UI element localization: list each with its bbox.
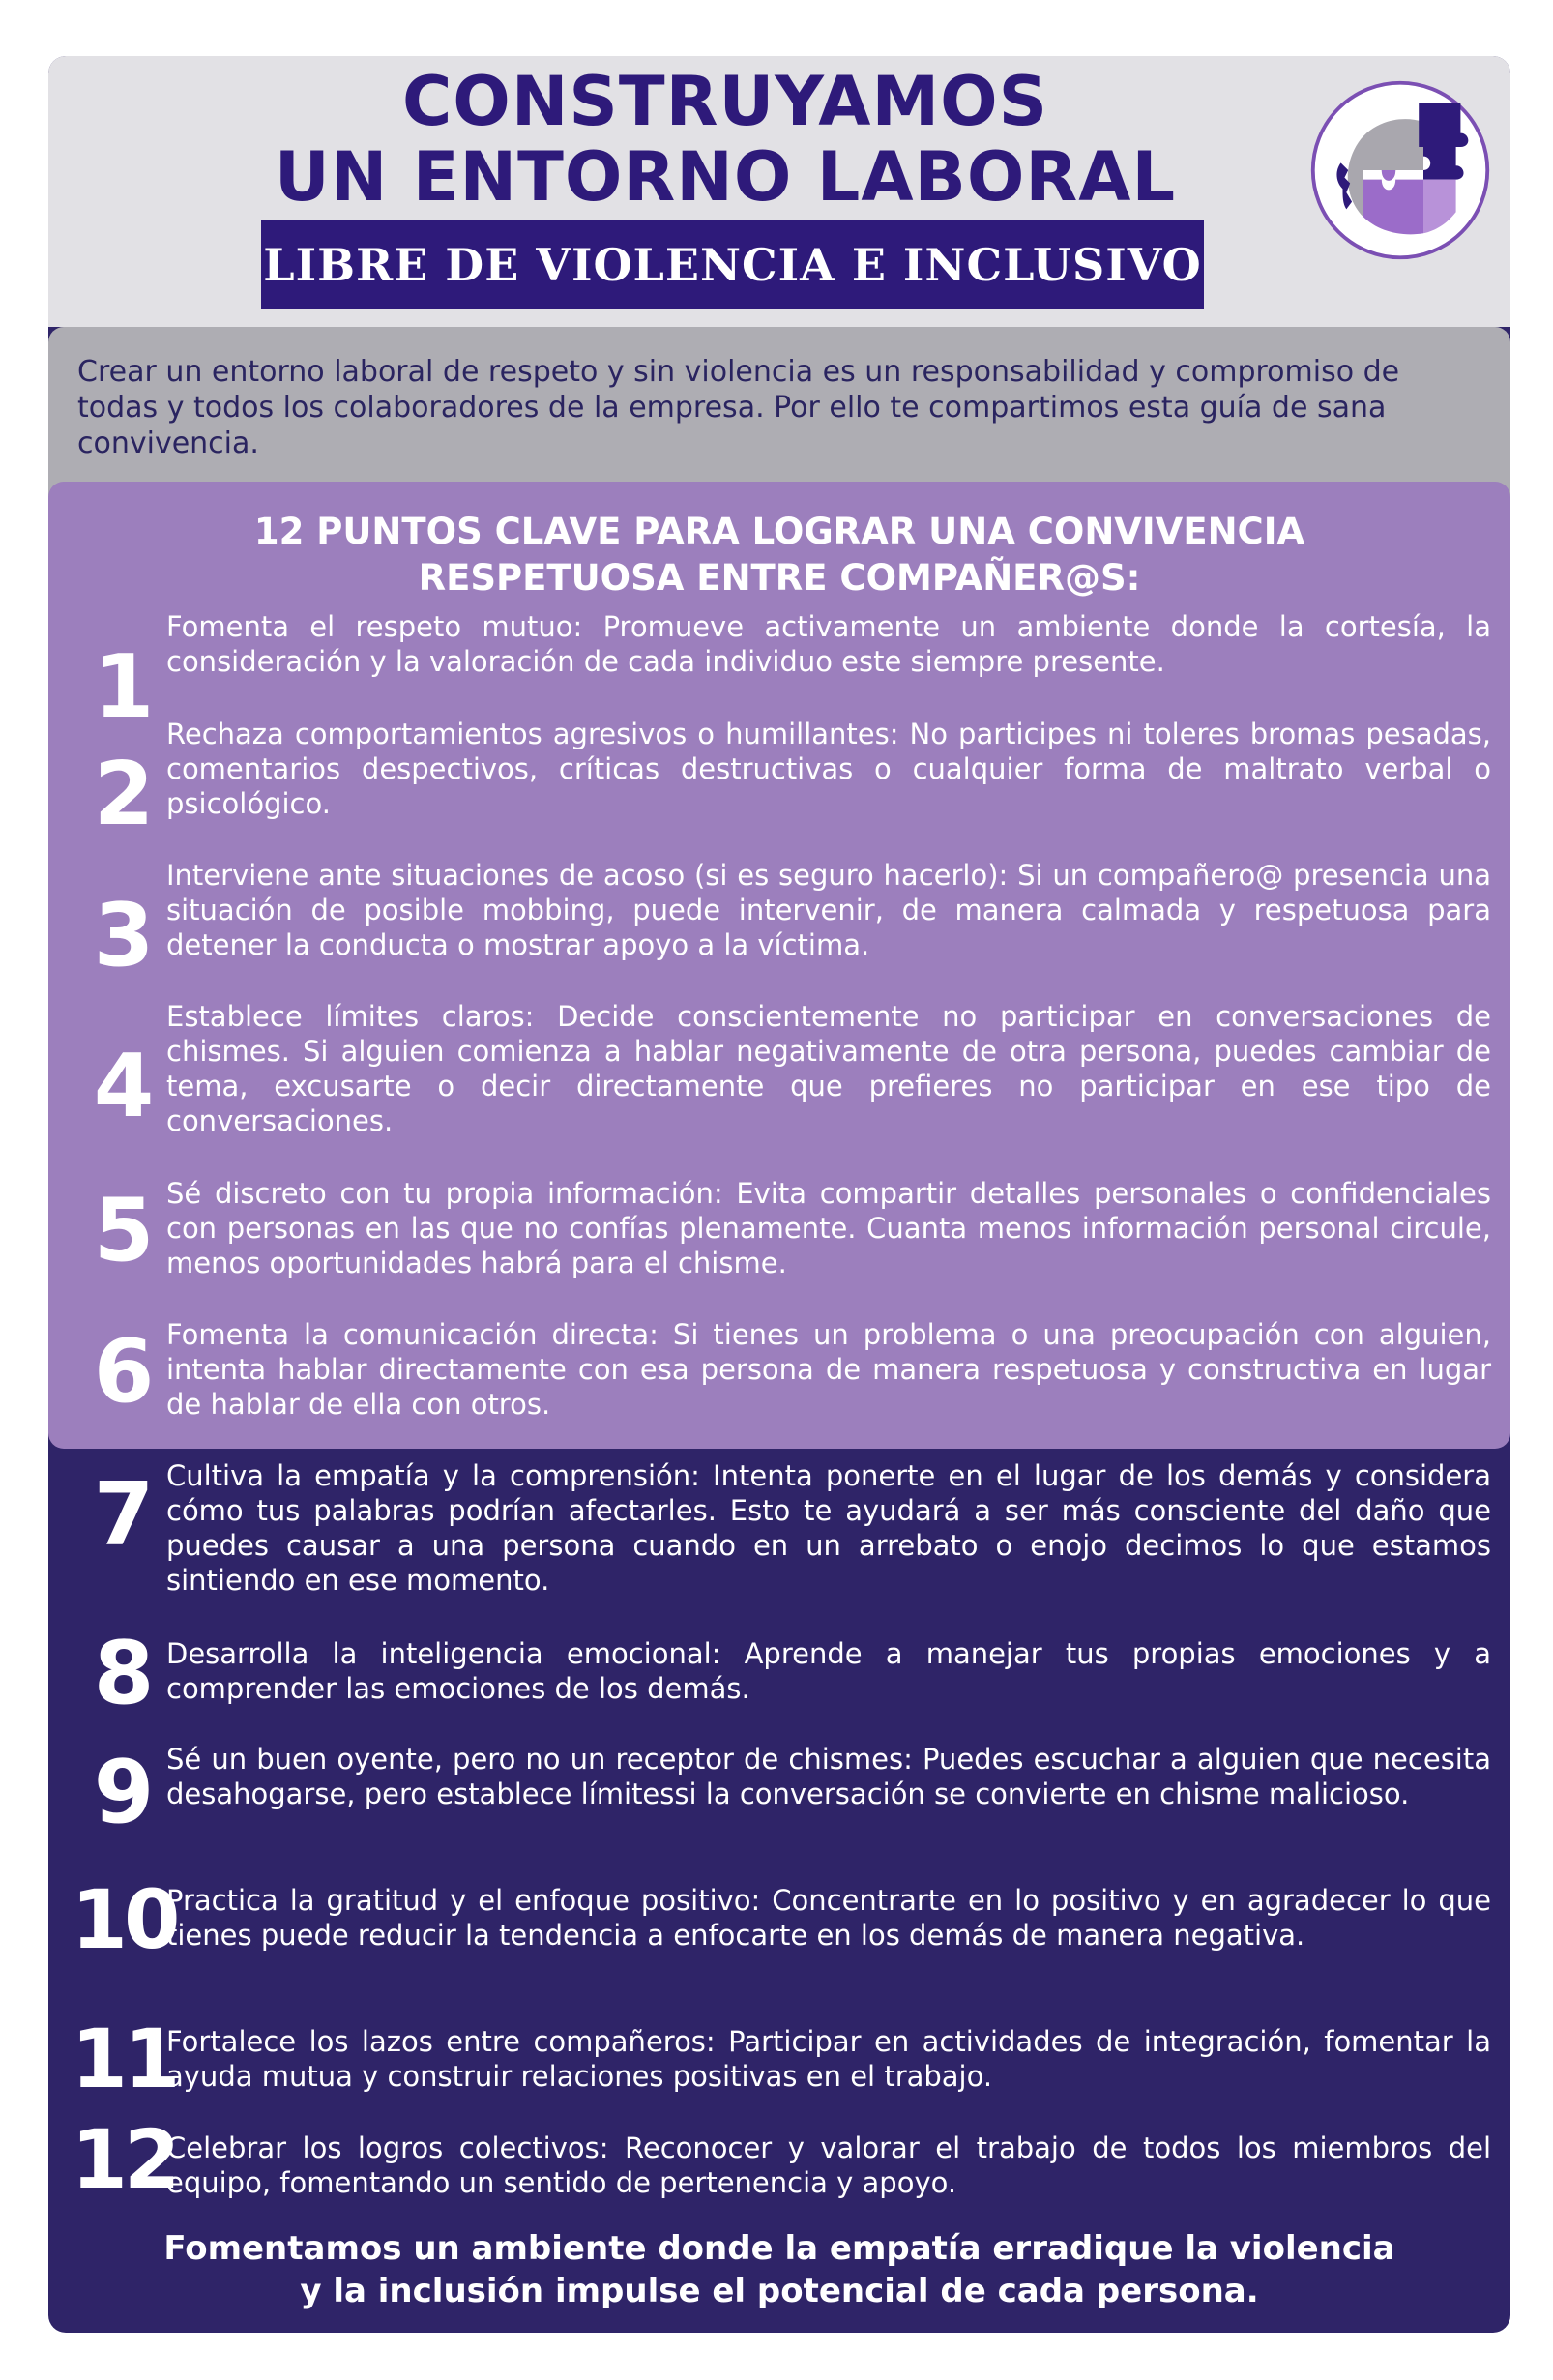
point-text: Celebrar los logros colectivos: Reconocer y valorar el trabajo de todos los miembros del equipo, fomentando un sentido de pertenencia y apoyo. [166,2131,1491,2199]
point-text: Sé discreto con tu propia información: Evita compartir detalles personales o confidenciales con personas en las que no confías plenamente. Cuanta menos información personal circule, menos oportunidades habrá para el chisme. [166,1177,1491,1279]
point-text: Fomenta el respeto mutuo: Promueve activamente un ambiente donde la cortesía, la consideración y la valoración de cada individuo este siempre presente. [166,610,1491,678]
point-text: Rechaza comportamientos agresivos o humillantes: No participes ni toleres bromas pesadas, comentarios despectivos, críticas destructivas o cualquier forma de maltrato verbal o psicológico. [166,718,1491,820]
point-text: Establece límites claros: Decide conscientemente no participar en conversaciones de chismes. Si alguien comienza a hablar negativamente de otra persona, puedes cambiar de tema, excusarte o decir directamente que prefieres no participar en ese tipo de conversaciones. [166,1000,1491,1137]
point-number: 12 [71,2112,177,2207]
point-number: 7 [93,1464,155,1566]
point-text: Cultiva la empatía y la comprensión: Intenta ponerte en el lugar de los demás y considera cómo tus palabras podrían afectarles. Esto te ayudará a ser más consciente del daño que puedes causar a una persona cuando en un arrebato o enojo decimos lo que estamos sintiendo en ese momento. [166,1459,1491,1597]
point-number: 1 [93,636,155,738]
point-text: Fomenta la comunicación directa: Si tienes un problema o una preocupación con alguien, intenta hablar directamente con esa persona de manera respetuosa y constructiva en lugar de hablar de ella con otros. [166,1318,1491,1421]
point-number: 11 [71,2012,177,2106]
point-number: 2 [93,744,155,845]
subtitle-banner: LIBRE DE VIOLENCIA E INCLUSIVO [261,220,1204,309]
point-number: 3 [93,885,155,986]
point-text: Interviene ante situaciones de acoso (si es seguro hacerlo): Si un compañero@ presencia una situación de posible mobbing, puede intervenir, de manera calmada y respetuosa para detener la conducta o mostrar apoyo a la víctima. [166,859,1491,961]
point-number: 8 [93,1623,155,1724]
point-number: 9 [93,1742,155,1843]
title-line-1: CONSTRUYAMOS [401,62,1049,141]
section-title-line-2: RESPETUOSA ENTRE COMPAÑER@S: [418,557,1141,599]
point-text: Fortalece los lazos entre compañeros: Participar en actividades de integración, fomentar la ayuda mutua y construir relaciones positivas en el trabajo. [166,2025,1491,2093]
point-text: Practica la gratitud y el enfoque positivo: Concentrarte en lo positivo y en agradecer lo que tienes puede reducir la tendencia a enfocarte en los demás de manera negativa. [166,1884,1491,1952]
intro-text: Crear un entorno laboral de respeto y sin violencia es un responsabilidad y compromiso de todas y todos los colaboradores de la empresa. Por ello te compartimos esta guía de sana convivencia. [77,355,1400,460]
section-title-line-1: 12 PUNTOS CLAVE PARA LOGRAR UNA CONVIVENCIA [253,511,1305,552]
closing-line-2: y la inclusión impulse el potencial de cada persona. [300,2272,1259,2310]
point-text: Desarrolla la inteligencia emocional: Aprende a manejar tus propias emociones y a comprender las emociones de los demás. [166,1637,1491,1705]
point-number: 4 [93,1036,155,1137]
title-line-2: UN ENTORNO LABORAL [274,137,1177,217]
point-text: Sé un buen oyente, pero no un receptor de chismes: Puedes escuchar a alguien que necesita desahogarse, pero establece límitessi la conversación se convierte en chisme malicioso. [166,1743,1491,1810]
closing-line-1: Fomentamos un ambiente donde la empatía erradique la violencia [163,2229,1395,2268]
point-number: 10 [71,1872,177,1967]
section-title [48,509,1510,602]
header [48,56,1510,327]
puzzle-head-icon [1307,77,1493,263]
point-number: 6 [93,1321,155,1423]
closing-message [48,2227,1510,2312]
poster [48,56,1510,2333]
point-number: 5 [93,1180,155,1281]
